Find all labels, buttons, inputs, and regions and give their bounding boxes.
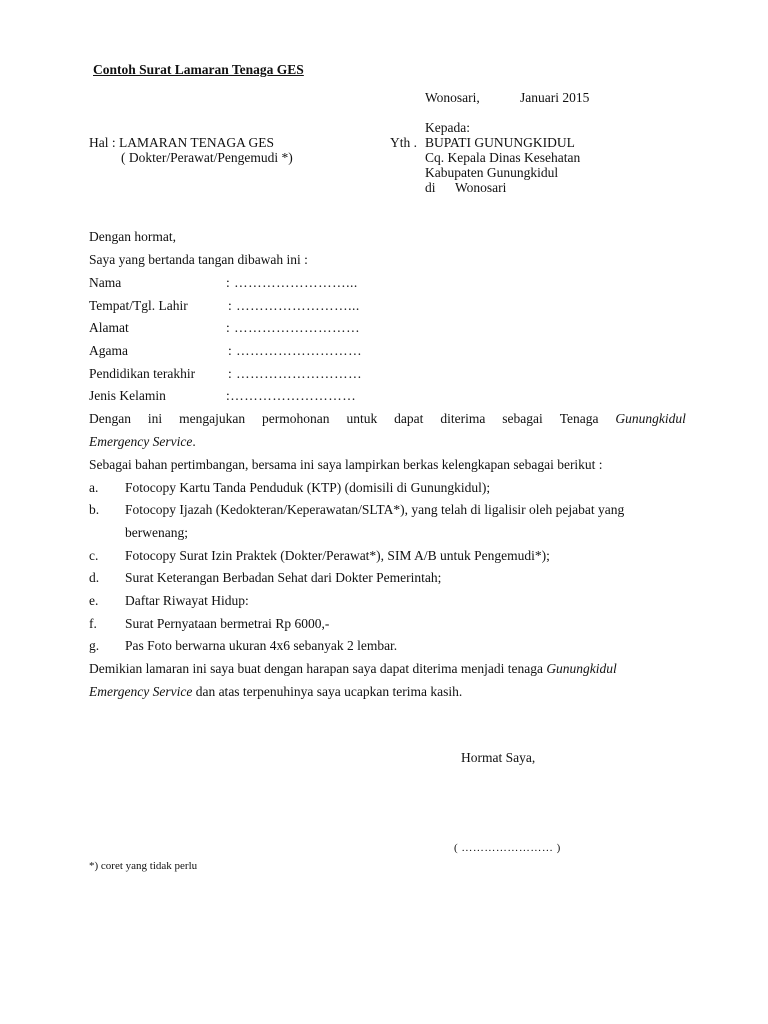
signature-salutation: Hormat Saya, bbox=[461, 750, 536, 765]
footnote: *) coret yang tidak perlu bbox=[89, 860, 198, 872]
recipient-line2: Cq. Kepala Dinas Kesehatan bbox=[425, 150, 581, 165]
field-value-nama: : ……………………... bbox=[226, 275, 358, 290]
paragraph1-line1 bbox=[89, 411, 686, 427]
field-label-pendidikan: Pendidikan terakhir bbox=[89, 366, 196, 381]
field-label-ttl: Tempat/Tgl. Lahir bbox=[89, 298, 188, 313]
subject-line: Hal : LAMARAN TENAGA GES bbox=[89, 135, 274, 150]
closing-rest: dan atas terpenuhinya saya ucapkan terima kasih. bbox=[192, 684, 463, 699]
list-letter-e: e. bbox=[89, 593, 99, 608]
field-value-ttl: : ……………………... bbox=[228, 298, 360, 313]
p1-word: sebagai bbox=[502, 411, 543, 426]
p1-period: . bbox=[192, 434, 196, 449]
list-letter-g: g. bbox=[89, 638, 100, 653]
recipient-line1: BUPATI GUNUNGKIDUL bbox=[425, 135, 575, 150]
closing-text: Demikian lamaran ini saya buat dengan harapan saya dapat diterima menjadi tenaga bbox=[89, 661, 543, 676]
list-letter-a: a. bbox=[89, 480, 99, 495]
field-label-jenis-kelamin: Jenis Kelamin bbox=[89, 388, 166, 403]
closing-line1 bbox=[89, 661, 617, 677]
list-text-b-cont: berwenang; bbox=[125, 525, 188, 540]
subject-sub: ( Dokter/Perawat/Pengemudi *) bbox=[121, 150, 293, 165]
p1-word: ini bbox=[147, 411, 163, 426]
list-letter-d: d. bbox=[89, 570, 100, 585]
list-letter-f: f. bbox=[89, 616, 97, 631]
list-text-d: Surat Keterangan Berbadan Sehat dari Dokter Pemerintah; bbox=[125, 570, 442, 585]
field-value-alamat: : ……………………… bbox=[226, 320, 361, 335]
p1-word: permohonan bbox=[262, 411, 330, 426]
p1-word: dapat bbox=[394, 411, 424, 426]
field-label-nama: Nama bbox=[89, 275, 122, 290]
list-text-c: Fotocopy Surat Izin Praktek (Dokter/Perawat*), SIM A/B untuk Pengemudi*); bbox=[125, 548, 550, 563]
letter-date: Januari 2015 bbox=[520, 90, 590, 105]
list-letter-b: b. bbox=[89, 502, 100, 517]
list-text-b: Fotocopy Ijazah (Kedokteran/Keperawatan/SLTA*), yang telah di ligalisir oleh pejabat yang bbox=[125, 502, 625, 517]
field-label-agama: Agama bbox=[89, 343, 128, 358]
list-letter-c: c. bbox=[89, 548, 99, 563]
list-text-g: Pas Foto berwarna ukuran 4x6 sebanyak 2 lembar. bbox=[125, 638, 398, 653]
letter-place: Wonosari, bbox=[425, 90, 480, 105]
closing-italic-service: Emergency Service bbox=[89, 684, 193, 699]
p1-word: untuk bbox=[346, 411, 378, 426]
p1-italic-word: Gunungkidul bbox=[615, 411, 686, 426]
closing-line2 bbox=[89, 684, 462, 700]
list-intro: Sebagai bahan pertimbangan, bersama ini saya lampirkan berkas kelengkapan sebagai berikut : bbox=[89, 457, 603, 472]
field-value-jenis-kelamin: :……………………… bbox=[226, 388, 357, 403]
recipient-line3: Kabupaten Gunungkidul bbox=[425, 165, 559, 180]
p1-word: Tenaga bbox=[559, 411, 599, 426]
closing-italic-word: Gunungkidul bbox=[546, 661, 617, 676]
field-value-agama: : ……………………… bbox=[228, 343, 363, 358]
p1-word: diterima bbox=[440, 411, 486, 426]
list-text-a: Fotocopy Kartu Tanda Penduduk (KTP) (domisili di Gunungkidul); bbox=[125, 480, 491, 495]
intro-line: Saya yang bertanda tangan dibawah ini : bbox=[89, 252, 308, 267]
signature-name-placeholder: ( …………………… ) bbox=[454, 842, 561, 854]
letter-title: Contoh Surat Lamaran Tenaga GES bbox=[93, 62, 304, 77]
p1-word: mengajukan bbox=[179, 411, 246, 426]
recipient-place: Wonosari bbox=[455, 180, 507, 195]
recipient-yth: Yth . bbox=[390, 135, 417, 150]
recipient-di: di bbox=[425, 180, 436, 195]
list-text-f: Surat Pernyataan bermetrai Rp 6000,- bbox=[125, 616, 330, 631]
paragraph1-line2 bbox=[89, 434, 196, 450]
field-label-alamat: Alamat bbox=[89, 320, 129, 335]
p1-italic-service: Emergency Service bbox=[89, 434, 193, 449]
greeting: Dengan hormat, bbox=[89, 229, 176, 244]
list-text-e: Daftar Riwayat Hidup: bbox=[125, 593, 249, 608]
recipient-kepada: Kepada: bbox=[425, 120, 470, 135]
field-value-pendidikan: : ……………………… bbox=[228, 366, 363, 381]
p1-word: Dengan bbox=[89, 411, 131, 426]
